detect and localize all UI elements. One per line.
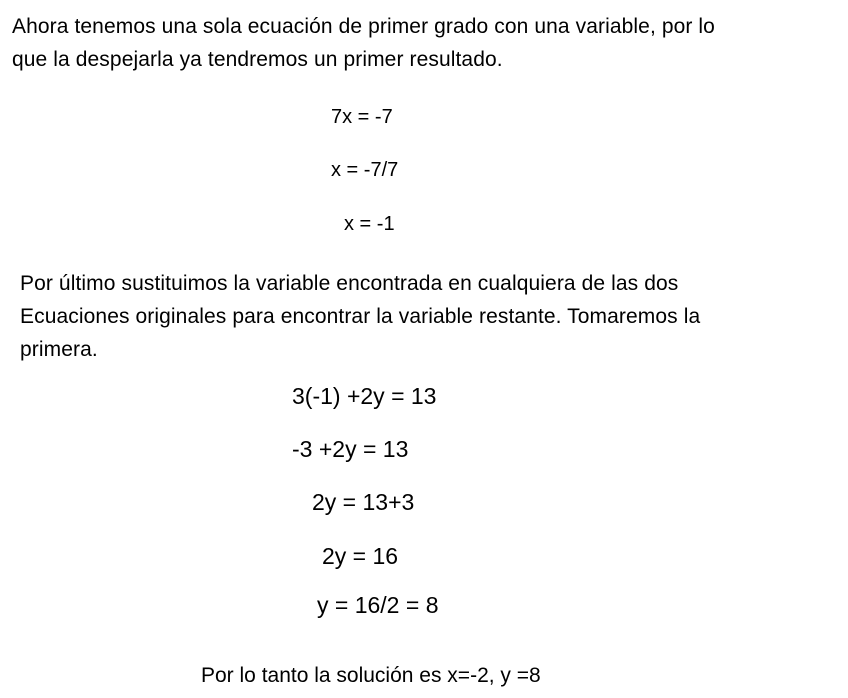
equation-y-5: y = 16/2 = 8: [317, 592, 439, 618]
conclusion-line: Por lo tanto la solución es x=-2, y =8: [201, 664, 541, 687]
substitution-line-3: primera.: [20, 338, 98, 361]
substitution-line-2: Ecuaciones originales para encontrar la variable restante. Tomaremos la: [20, 305, 701, 328]
equation-y-3: 2y = 13+3: [312, 489, 415, 515]
substitution-line-1: Por último sustituimos la variable encontrada en cualquiera de las dos: [20, 272, 679, 295]
intro-line-2: que la despejarla ya tendremos un primer resultado.: [12, 48, 503, 71]
equation-x-1: 7x = -7: [331, 106, 393, 128]
substitution-paragraph: [20, 267, 700, 366]
equation-x-2: x = -7/7: [331, 159, 399, 181]
intro-line-1: Ahora tenemos una sola ecuación de primer grado con una variable, por lo: [12, 15, 715, 38]
equation-y-4: 2y = 16: [322, 543, 399, 569]
equation-x-3: x = -1: [344, 213, 395, 235]
equation-y-1: 3(-1) +2y = 13: [292, 383, 437, 409]
equation-y-2: -3 +2y = 13: [292, 436, 409, 462]
intro-paragraph: [12, 10, 715, 76]
